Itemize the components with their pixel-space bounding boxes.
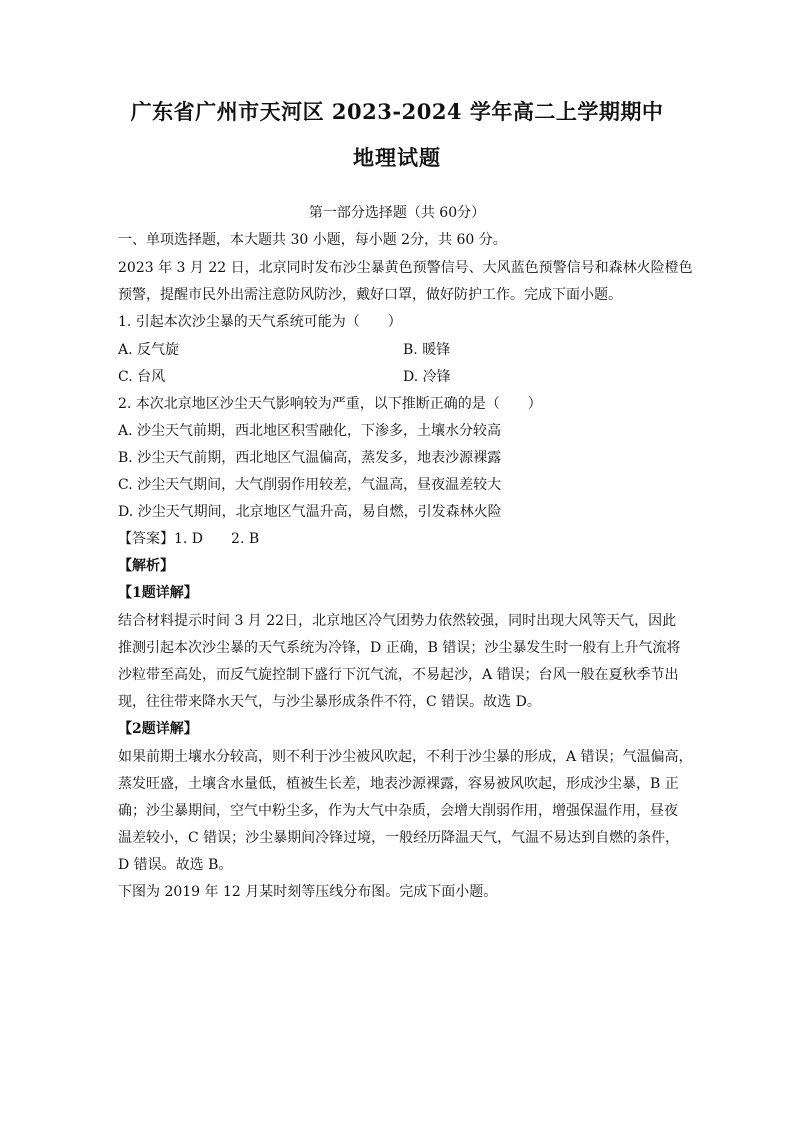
question1-option-b: B. 暖锋 bbox=[403, 342, 451, 358]
detail2-label: 【2题详解】 bbox=[118, 721, 198, 737]
question2-option-a: A. 沙尘天气前期，西北地区积雪融化，下渗多，土壤水分较高 bbox=[118, 423, 502, 439]
detail2-line: D 错误。故选 B。 bbox=[118, 857, 233, 873]
material1-line: 预警，提醒市民外出需注意防风防沙，戴好口罩，做好防护工作。完成下面小题。 bbox=[118, 287, 622, 303]
material2-line: 下图为 2019 年 12 月某时刻等压线分布图。完成下面小题。 bbox=[118, 884, 498, 900]
detail2-line: 蒸发旺盛，土壤含水量低，植被生长差，地表沙源裸露，容易被风吹起，形成沙尘暴，B 正 bbox=[118, 776, 679, 792]
analysis-label: 【解析】 bbox=[118, 558, 174, 574]
detail1-line: 结合材料提示时间 3 月 22日，北京地区冷气团势力依然较强，同时出现大风等天气，因此 bbox=[118, 613, 677, 629]
question2-stem: 2. 本次北京地区沙尘天气影响较为严重，以下推断正确的是（ ） bbox=[118, 396, 542, 412]
question2-option-d: D. 沙尘天气期间，北京地区气温升高，易自燃，引发森林火险 bbox=[118, 504, 502, 520]
part-heading: 第一部分选择题（共 60分） bbox=[308, 205, 486, 221]
document-subtitle: 地理试题 bbox=[353, 145, 441, 170]
detail1-line: 现，往往带来降水天气，与沙尘暴形成条件不符，C 错误。故选 D。 bbox=[118, 694, 541, 710]
question1-option-a: A. 反气旋 bbox=[118, 342, 180, 358]
detail2-line: 如果前期土壤水分较高，则不利于沙尘被风吹起，不利于沙尘暴的形成，A 错误；气温偏高， bbox=[118, 749, 693, 765]
question1-option-c: C. 台风 bbox=[118, 369, 166, 385]
detail2-line: 温差较小，C 错误；沙尘暴期间冷锋过境，一般经历降温天气，气温不易达到自燃的条件， bbox=[118, 830, 680, 846]
question2-option-c: C. 沙尘天气期间，大气削弱作用较差，气温高，昼夜温差较大 bbox=[118, 477, 502, 493]
detail1-line: 推测引起本次沙尘暴的天气系统为冷锋，D 正确，B 错误；沙尘暴发生时一般有上升气流将 bbox=[118, 640, 681, 656]
question2-option-b: B. 沙尘天气前期，西北地区气温偏高，蒸发多，地表沙源裸露 bbox=[118, 450, 502, 466]
question1-option-d: D. 冷锋 bbox=[403, 369, 451, 385]
section-instruction: 一、单项选择题，本大题共 30 小题，每小题 2分，共 60 分。 bbox=[118, 232, 507, 248]
detail2-line: 确；沙尘暴期间，空气中粉尘多，作为大气中杂质，会增大削弱作用，增强保温作用，昼夜 bbox=[118, 803, 678, 819]
material1-line: 2023 年 3 月 22 日，北京同时发布沙尘暴黄色预警信号、大风蓝色预警信号和森林火险橙色 bbox=[118, 260, 693, 276]
document-title: 广东省广州市天河区 2023-2024 学年高二上学期期中 bbox=[130, 99, 664, 124]
question1-stem: 1. 引起本次沙尘暴的天气系统可能为（ ） bbox=[118, 314, 402, 330]
detail1-label: 【1题详解】 bbox=[118, 585, 198, 601]
detail1-line: 沙粒带至高处，而反气旋控制下盛行下沉气流，不易起沙，A 错误；台风一般在夏秋季节出 bbox=[118, 667, 679, 683]
answer-line: 【答案】1. D 2. B bbox=[118, 531, 260, 547]
